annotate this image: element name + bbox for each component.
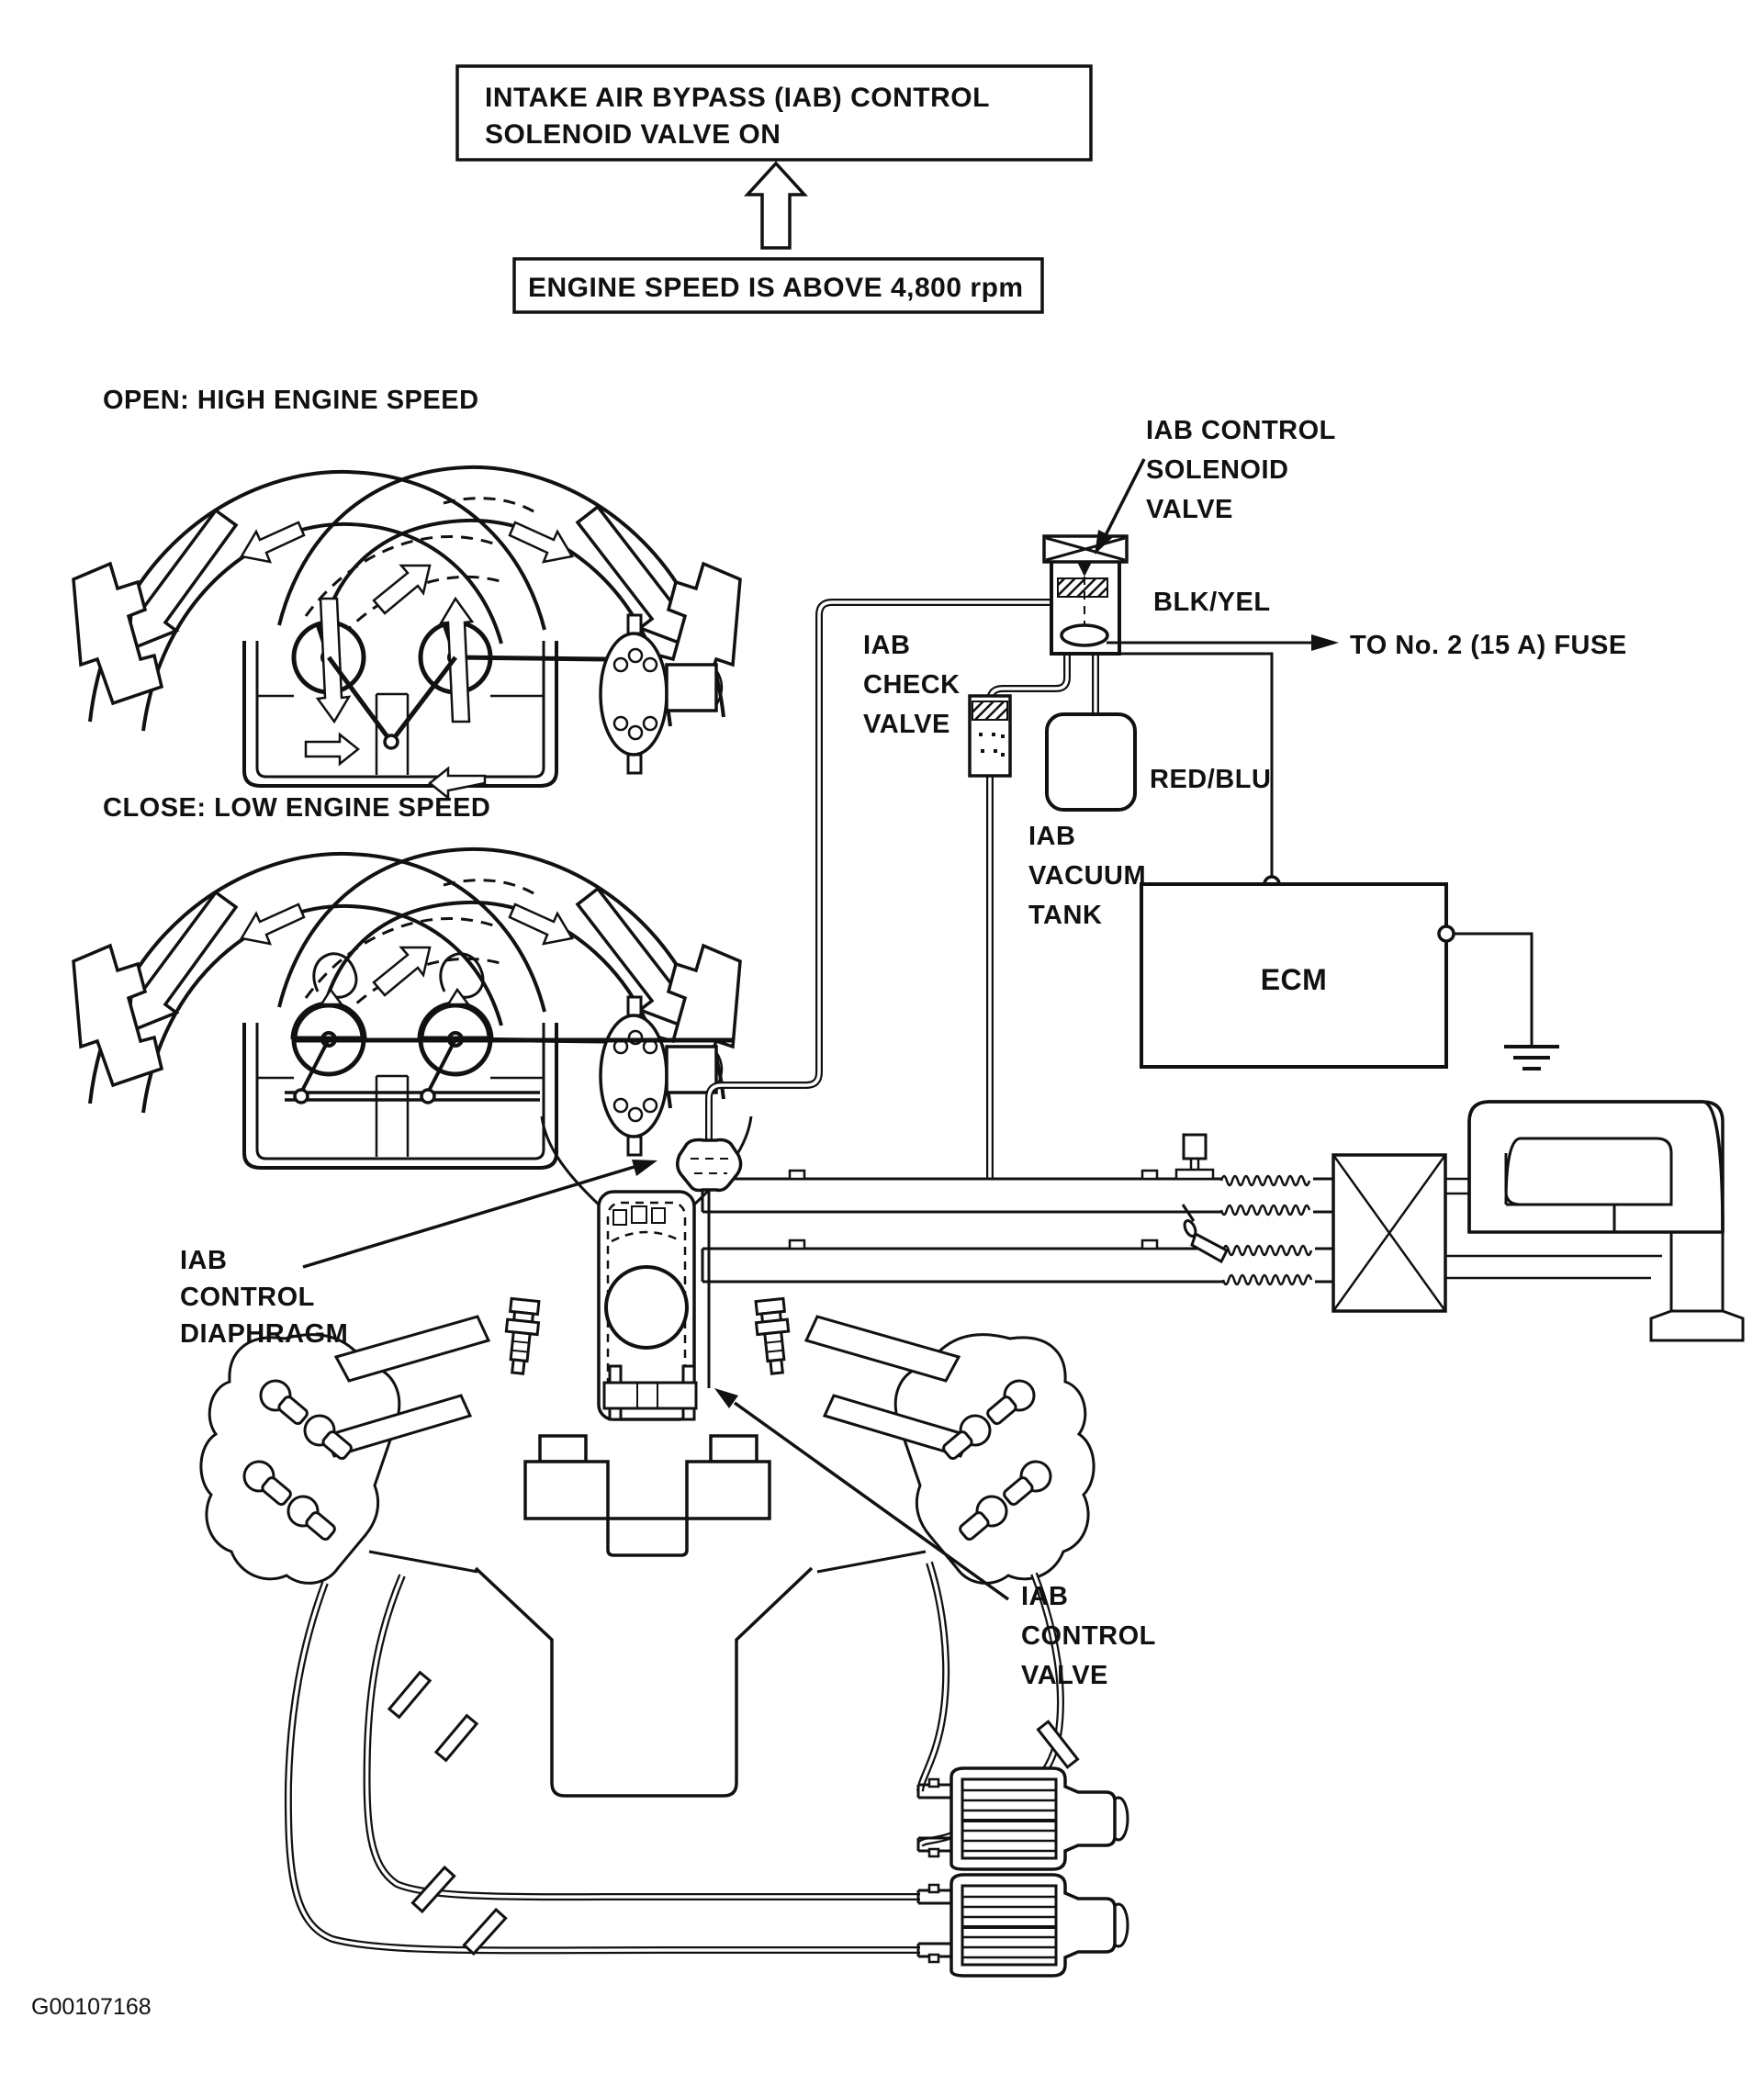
control-valve-label-3: VALVE	[1021, 1661, 1108, 1690]
flowchart	[457, 66, 1091, 312]
lower-resonator	[918, 1875, 1128, 1976]
wiring	[1107, 634, 1559, 1069]
fuse-arrowhead	[1311, 634, 1339, 651]
red-blu-label: RED/BLU	[1150, 765, 1272, 794]
vacuum-tank-label-1: IAB	[1028, 822, 1076, 851]
open-manifold-illustration	[73, 467, 740, 798]
solenoid-label-3: VALVE	[1146, 495, 1233, 524]
duct-bolt	[1176, 1135, 1213, 1179]
diaphragm-label-2: CONTROL	[180, 1283, 315, 1312]
resonators	[918, 1768, 1128, 1976]
blk-yel-label: BLK/YEL	[1153, 588, 1271, 617]
control-valve-label-2: CONTROL	[1021, 1621, 1156, 1651]
close-view-title: CLOSE: LOW ENGINE SPEED	[103, 793, 491, 823]
iab-check-valve	[970, 696, 1010, 776]
vacuum-tank-label-3: TANK	[1028, 901, 1103, 930]
iab-vacuum-tank	[1047, 714, 1135, 810]
lower-plenum-box	[476, 1568, 812, 1796]
to-fuse-label: TO No. 2 (15 A) FUSE	[1350, 631, 1627, 660]
ground-symbol	[1504, 1047, 1559, 1069]
diaphragm-label-1: IAB	[180, 1246, 228, 1275]
trigger-box-text: ENGINE SPEED IS ABOVE 4,800 rpm	[528, 273, 1024, 303]
check-valve-label-2: CHECK	[863, 670, 961, 700]
intake-horn	[1445, 1102, 1743, 1340]
diaphragm-label-3: DIAPHRAGM	[180, 1319, 349, 1349]
ecm-label: ECM	[1260, 963, 1328, 996]
iab-control-solenoid-valve	[1044, 536, 1127, 654]
ecm-right-node	[1439, 926, 1454, 941]
open-view-title: OPEN: HIGH ENGINE SPEED	[103, 386, 479, 415]
condition-box-text-line1: INTAKE AIR BYPASS (IAB) CONTROL	[485, 83, 990, 113]
ground-wire	[1454, 934, 1532, 1045]
check-valve-label-1: IAB	[863, 631, 911, 660]
up-arrow	[747, 163, 804, 248]
condition-box-text-line2: SOLENOID VALVE ON	[485, 119, 781, 150]
air-duct-assembly	[702, 1102, 1743, 1340]
center-brackets	[525, 1436, 770, 1555]
vacuum-tank-label-2: VACUUM	[1028, 861, 1147, 891]
upper-resonator	[918, 1768, 1128, 1869]
diaphragm-leader	[303, 1166, 637, 1267]
control-valve-label-1: IAB	[1021, 1582, 1069, 1611]
solenoid-label-1: IAB CONTROL	[1146, 416, 1336, 445]
check-valve-label-3: VALVE	[863, 710, 950, 739]
solenoid-leader	[1106, 459, 1144, 535]
figure-id: G00107168	[31, 1994, 152, 2020]
solenoid-label-2: SOLENOID	[1146, 455, 1289, 485]
close-manifold-illustration	[73, 849, 740, 1168]
